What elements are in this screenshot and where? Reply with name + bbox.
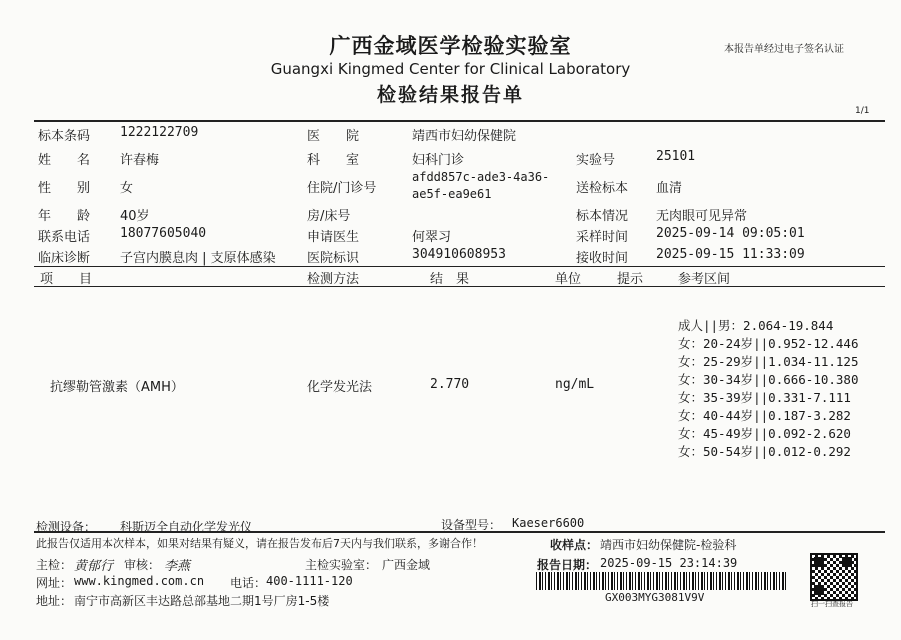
col-reference: 参考区间: [678, 272, 731, 287]
reference-line: 女：45-49岁||0.092-2.620: [678, 426, 851, 441]
page-number: 1/1: [855, 106, 870, 116]
addr-label: 地址：: [36, 594, 73, 608]
lab-title-cn: 广西金域医学检验实验室: [329, 34, 572, 58]
condition-value: 无肉眼可见异常: [656, 209, 748, 224]
col-unit: 单位: [555, 272, 582, 287]
receive-value: 2025-09-15 11:33:09: [656, 247, 805, 262]
sex-label: 性 别: [38, 181, 91, 196]
receiver-value: 靖西市妇幼保健院-检验科: [600, 538, 737, 552]
hospital-label: 医 院: [307, 129, 360, 144]
device-value: 科斯迈全自动化学发光仪: [120, 520, 253, 534]
signature-note: 本报告单经过电子签名认证: [724, 44, 844, 55]
reference-line: 女：35-39岁||0.331-7.111: [678, 390, 851, 405]
age-label: 年 龄: [38, 209, 91, 224]
reference-line: 女：25-29岁||1.034-11.125: [678, 354, 859, 369]
phone-label: 联系电话: [38, 230, 91, 245]
result-item: 抗缪勒管激素（AMH）: [50, 380, 184, 395]
report-barcode: [536, 572, 786, 590]
sex-value: 女: [120, 181, 134, 196]
tel-value: 400-1111-120: [266, 574, 353, 588]
report-title: 检验结果报告单: [376, 84, 524, 106]
report-date-label: 报告日期：: [537, 558, 598, 572]
report-code: GX003MYG3081V9V: [605, 591, 705, 604]
web-value: www.kingmed.com.cn: [74, 574, 205, 588]
result-unit: ng/mL: [555, 377, 595, 392]
dept-label: 科 室: [307, 153, 360, 168]
tel-label: 电话：: [230, 576, 267, 590]
model-value: Kaeser6600: [512, 516, 585, 530]
clinic-label: 住院/门诊号: [307, 181, 377, 196]
tester-label: 主检：: [36, 558, 73, 572]
model-label: 设备型号：: [441, 518, 502, 532]
dept-value: 妇科门诊: [412, 153, 465, 168]
col-result: 结 果: [430, 272, 470, 287]
hospital-value: 靖西市妇幼保健院: [412, 129, 517, 144]
col-method: 检测方法: [307, 272, 360, 287]
disclaimer: 此报告仅适用本次样本，如果对结果有疑义，请在报告发布后7天内与我们联系，多谢合作！: [36, 537, 483, 550]
reference-line: 女：50-54岁||0.012-0.292: [678, 444, 851, 459]
specimen-value: 血清: [656, 181, 683, 196]
report-date-value: 2025-09-15 23:14:39: [600, 556, 738, 570]
lab-title-en: Guangxi Kingmed Center for Clinical Laboratory: [270, 60, 631, 78]
name-value: 许春梅: [120, 153, 160, 168]
addr-value: 南宁市高新区丰达路总部基地二期1号厂房1-5楼: [74, 594, 330, 608]
reference-line: 女：30-34岁||0.666-10.380: [678, 372, 859, 387]
reference-line: 成人||男：2.064-19.844: [678, 318, 834, 333]
qr-caption: 扫一扫查报告: [811, 600, 853, 608]
reference-line: 女：20-24岁||0.952-12.446: [678, 336, 859, 351]
receiver-label: 收样点：: [550, 538, 599, 552]
results-header-top-rule: [34, 266, 885, 267]
specimen-label: 送检标本: [576, 181, 629, 196]
qr-code: [810, 553, 858, 601]
receive-label: 接收时间: [576, 251, 629, 266]
doctor-value: 何翠习: [412, 230, 452, 245]
lab-label: 主检实验室：: [305, 558, 378, 572]
bed-label: 房/床号: [307, 209, 351, 224]
clinic-value-line1: afdd857c-ade3-4a36-: [412, 170, 550, 184]
condition-label: 标本情况: [576, 209, 629, 224]
header-rule: [34, 120, 885, 122]
hospid-label: 医院标识: [307, 251, 360, 266]
clinic-value-line2: ae5f-ea9e61: [412, 187, 492, 201]
device-label: 检测设备：: [36, 520, 97, 534]
result-value: 2.770: [430, 377, 470, 392]
doctor-label: 申请医生: [307, 230, 360, 245]
reviewer-signature: 李燕: [164, 559, 191, 574]
name-label: 姓 名: [38, 153, 91, 168]
diagnosis-label: 临床诊断: [38, 251, 91, 266]
diagnosis-value: 子宫内膜息肉 | 支原体感染: [120, 251, 276, 266]
lab-value: 广西金域: [382, 558, 431, 572]
sampling-label: 采样时间: [576, 230, 629, 245]
labno-label: 实验号: [576, 153, 616, 168]
col-item: 项 目: [40, 272, 93, 287]
col-hint: 提示: [617, 272, 644, 287]
sampling-value: 2025-09-14 09:05:01: [656, 226, 805, 241]
age-value: 40岁: [120, 209, 150, 224]
result-method: 化学发光法: [307, 380, 373, 395]
barcode-label: 标本条码: [38, 129, 91, 144]
reviewer-label: 审核：: [124, 558, 161, 572]
reference-line: 女：40-44岁||0.187-3.282: [678, 408, 851, 423]
footer-rule: [34, 531, 885, 533]
barcode-value: 1222122709: [120, 125, 199, 140]
tester-signature: 黄郁行: [74, 559, 114, 574]
labno-value: 25101: [656, 149, 696, 164]
results-header-bottom-rule: [34, 286, 885, 287]
web-label: 网址：: [36, 576, 73, 590]
phone-value: 18077605040: [120, 226, 207, 241]
hospid-value: 304910608953: [412, 247, 506, 262]
